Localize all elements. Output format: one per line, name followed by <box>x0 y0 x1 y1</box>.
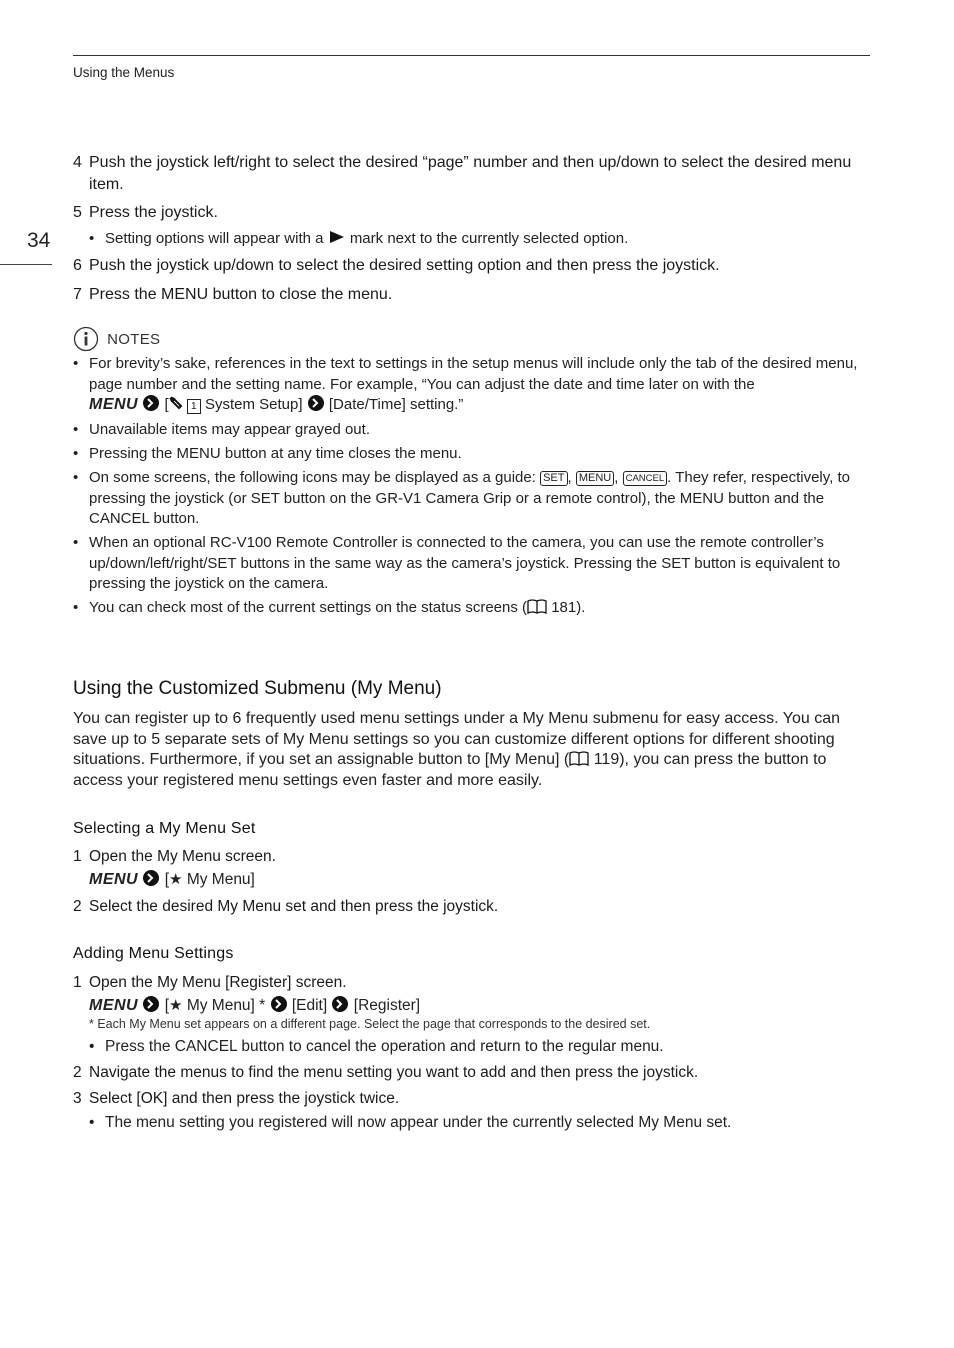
step-7 <box>73 284 870 306</box>
bullet-text: The menu setting you registered will now appear under the currently selected My Menu set. <box>105 1114 732 1131</box>
step-number: 3 <box>73 1090 82 1107</box>
header-rule <box>73 55 870 56</box>
edit-label: [Edit] <box>291 997 328 1014</box>
comma: , <box>567 469 572 486</box>
bracket-open: [ <box>164 396 169 413</box>
step-6 <box>73 255 870 277</box>
section-title: Using the Customized Submenu (My Menu) <box>73 678 442 699</box>
step-text: Push the joystick left/right to select the desired “page” number and then up/down to select the desired menu item. <box>89 154 852 193</box>
notes-heading <box>73 326 160 354</box>
bullet: • <box>89 1038 95 1055</box>
section-paragraph <box>73 709 870 791</box>
double-chevron-icon <box>142 870 160 886</box>
bracket-open: [ <box>164 997 170 1014</box>
bullet: • <box>73 534 79 551</box>
step-number: 1 <box>73 848 82 865</box>
double-chevron-icon <box>331 996 349 1012</box>
paragraph-text: You can register up to 6 frequently used menu settings under a My Menu submenu for easy access. You can save up to 5 separate sets of My Menu settings so you can customize different options for different shooting situations. Furthermore, if you set an assignable button to [My Menu] ( <box>73 710 840 768</box>
right-triangle-icon <box>328 230 346 244</box>
step-text: Select [OK] and then press the joystick twice. <box>89 1090 400 1107</box>
double-chevron-icon <box>307 395 325 411</box>
adding-step-3 <box>73 1088 870 1110</box>
subheading-adding: Adding Menu Settings <box>73 945 234 962</box>
note-text: to pressing the joystick (or SET button on the GR-V1 Camera Grip or a remote control), the MENU button and the CANCEL button. <box>89 469 850 527</box>
star-icon: ★ <box>169 871 183 888</box>
note-6 <box>73 598 870 619</box>
menu-icon: MENU <box>89 997 139 1014</box>
adding-step-1-bullet <box>89 1036 869 1057</box>
double-chevron-icon <box>142 395 160 411</box>
step-5-bullet <box>89 228 869 249</box>
note-text: You can check most of the current settings on the status screens ( <box>89 599 528 616</box>
note-text: When an optional RC-V100 Remote Controller is connected to the camera, you can use the remote controller’s up/down/left/right/SET buttons in the same way as the camera’s joystick. Pressing the SET button is equivalent to pressing the joystick on the camera. <box>89 534 841 592</box>
wrench-icon <box>169 396 183 410</box>
double-chevron-icon <box>142 996 160 1012</box>
notes-label: NOTES <box>107 330 161 348</box>
selecting-command <box>89 869 255 891</box>
star-icon: ★ <box>169 997 183 1014</box>
adding-step-2 <box>73 1062 870 1084</box>
set-icon: SET <box>540 471 567 486</box>
bullet: • <box>73 445 79 462</box>
page-reference: 181 <box>551 599 577 616</box>
note-5 <box>73 533 870 595</box>
note-text: ). <box>576 599 586 616</box>
double-chevron-icon <box>270 996 288 1012</box>
adding-command <box>89 995 420 1017</box>
step-number: 4 <box>73 154 82 171</box>
step-text: Open the My Menu screen. <box>89 848 276 865</box>
selecting-step-2 <box>73 896 870 918</box>
setting-label: [Date/Time] setting.” <box>328 396 464 413</box>
bullet: • <box>73 421 79 438</box>
comma: , <box>614 469 619 486</box>
bullet: • <box>73 355 79 372</box>
note-text: Pressing the MENU button at any time closes the menu. <box>89 445 462 462</box>
menu-label: My Menu] <box>186 871 255 888</box>
step-text: Select the desired My Menu set and then press the joystick. <box>89 898 499 915</box>
bullet-text-after: mark next to the currently selected option. <box>349 230 629 247</box>
book-icon <box>527 599 547 614</box>
adding-step-3-bullet <box>89 1112 869 1133</box>
step-5 <box>73 202 870 224</box>
note-2 <box>73 420 870 441</box>
bullet: • <box>89 230 95 247</box>
note-3 <box>73 444 870 465</box>
step-number: 1 <box>73 974 82 991</box>
bullet: • <box>73 469 79 486</box>
info-icon <box>73 326 99 352</box>
selecting-step-1 <box>73 846 870 868</box>
step-number: 5 <box>73 204 82 221</box>
bullet-text-before: Setting options will appear with a <box>105 230 324 247</box>
step-number: 7 <box>73 286 82 303</box>
note-text: Unavailable items may appear grayed out. <box>89 421 370 438</box>
bullet: • <box>73 599 79 616</box>
step-number: 2 <box>73 898 82 915</box>
note-1 <box>73 354 870 416</box>
step-text: Press the MENU button to close the menu. <box>89 286 393 303</box>
note-4 <box>73 468 870 530</box>
step-number: 6 <box>73 257 82 274</box>
page-number-box: 1 <box>187 399 201 414</box>
footnote: * Each My Menu set appears on a different page. Select the page that corresponds to the desired set. <box>89 1017 651 1031</box>
tab-label: System Setup] <box>204 396 303 413</box>
page-number: 34 <box>27 229 51 252</box>
bracket-open: [ <box>164 871 170 888</box>
menu-icon: MENU <box>89 396 139 413</box>
register-label: [Register] <box>353 997 421 1014</box>
step-number: 2 <box>73 1064 82 1081</box>
menu-icon: MENU <box>89 871 139 888</box>
step-4 <box>73 152 870 196</box>
page-reference: 119 <box>593 751 620 768</box>
adding-step-1 <box>73 972 870 994</box>
subheading-selecting: Selecting a My Menu Set <box>73 820 256 837</box>
step-text: Push the joystick up/down to select the desired setting option and then press the joystick. <box>89 257 720 274</box>
step-text: Open the My Menu [Register] screen. <box>89 974 347 991</box>
paragraph-text: ), you can press the button to access your registered menu settings even faster and more easily. <box>73 751 827 789</box>
menu-label: My Menu] * <box>186 997 266 1014</box>
bullet-text: Press the CANCEL button to cancel the operation and return to the regular menu. <box>105 1038 664 1055</box>
bullet: • <box>89 1114 95 1131</box>
step-text: Press the joystick. <box>89 204 218 221</box>
step-text: Navigate the menus to find the menu setting you want to add and then press the joystick. <box>89 1064 699 1081</box>
note-text: . They refer, respectively, <box>667 469 834 486</box>
book-icon <box>569 751 589 766</box>
page-number-rule <box>0 264 52 265</box>
running-header: Using the Menus <box>73 65 175 80</box>
cancel-icon: CANCEL <box>623 471 668 486</box>
note-text: On some screens, the following icons may be displayed as a guide: <box>89 469 536 486</box>
menu-button-icon: MENU <box>576 471 614 486</box>
note-text: For brevity’s sake, references in the text to settings in the setup menus will include only the tab of the desired menu, page number and the setting name. For example, “You can adjust the date and time later on with the <box>89 355 858 393</box>
